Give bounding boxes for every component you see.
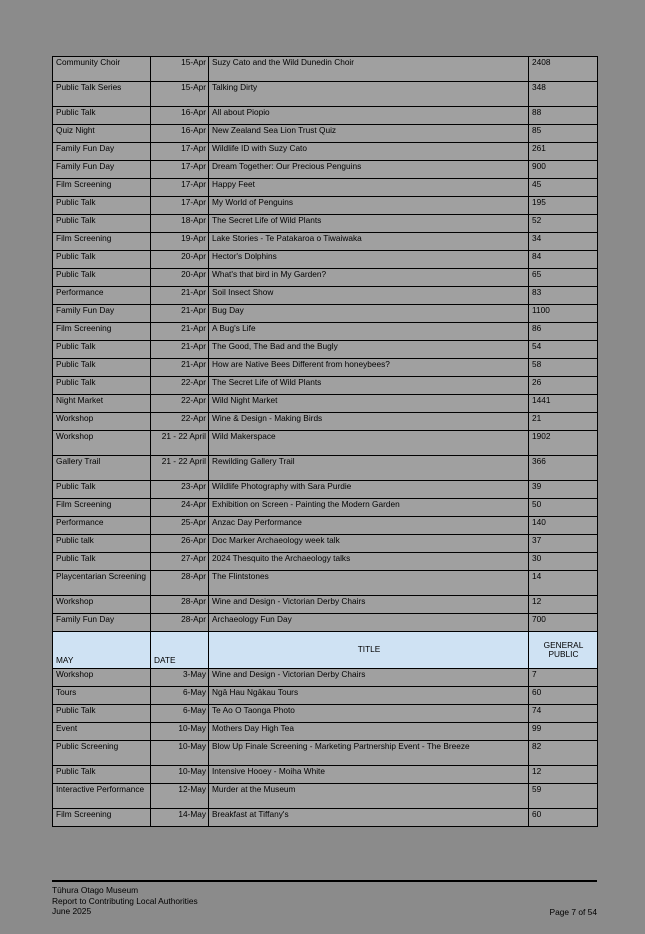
- table-row: [53, 517, 598, 535]
- cell-date: 24-Apr: [151, 499, 209, 517]
- cell-type: Night Market: [53, 395, 151, 413]
- cell-date: 17-Apr: [151, 197, 209, 215]
- table-row: [53, 269, 598, 287]
- table-row: [53, 305, 598, 323]
- cell-type: Public Screening: [53, 741, 151, 766]
- footer-report-title: Report to Contributing Local Authorities: [52, 895, 198, 906]
- cell-general-public: 86: [529, 323, 598, 341]
- cell-type: Public Talk: [53, 359, 151, 377]
- cell-type: Workshop: [53, 413, 151, 431]
- cell-title: The Secret Life of Wild Plants: [209, 377, 529, 395]
- date-header-cell: DATE: [151, 632, 209, 669]
- cell-date: 26-Apr: [151, 535, 209, 553]
- table-row: [53, 323, 598, 341]
- cell-date: 20-Apr: [151, 251, 209, 269]
- cell-date: 22-Apr: [151, 377, 209, 395]
- cell-general-public: 366: [529, 456, 598, 481]
- events-table-container: [52, 56, 597, 827]
- cell-date: 21-Apr: [151, 287, 209, 305]
- table-row: [53, 535, 598, 553]
- table-row: [53, 705, 598, 723]
- cell-type: Public Talk: [53, 251, 151, 269]
- cell-date: 17-Apr: [151, 179, 209, 197]
- cell-general-public: 74: [529, 705, 598, 723]
- cell-general-public: 59: [529, 784, 598, 809]
- cell-type: Workshop: [53, 669, 151, 687]
- cell-date: 10-May: [151, 766, 209, 784]
- cell-title: Te Ao O Taonga Photo: [209, 705, 529, 723]
- cell-date: 21-Apr: [151, 323, 209, 341]
- cell-date: 10-May: [151, 723, 209, 741]
- table-row: [53, 233, 598, 251]
- cell-general-public: 99: [529, 723, 598, 741]
- cell-general-public: 65: [529, 269, 598, 287]
- cell-general-public: 1441: [529, 395, 598, 413]
- cell-title: Rewilding Gallery Trail: [209, 456, 529, 481]
- table-row: [53, 359, 598, 377]
- cell-general-public: 45: [529, 179, 598, 197]
- table-row: [53, 571, 598, 596]
- cell-general-public: 88: [529, 107, 598, 125]
- cell-general-public: 39: [529, 481, 598, 499]
- table-row: [53, 179, 598, 197]
- cell-date: 10-May: [151, 741, 209, 766]
- cell-general-public: 26: [529, 377, 598, 395]
- cell-general-public: 83: [529, 287, 598, 305]
- cell-general-public: 195: [529, 197, 598, 215]
- footer-page-number: Page 7 of 54: [549, 907, 597, 917]
- cell-general-public: 1100: [529, 305, 598, 323]
- cell-type: Playcentarian Screening: [53, 571, 151, 596]
- cell-title: What's that bird in My Garden?: [209, 269, 529, 287]
- cell-type: Public Talk: [53, 705, 151, 723]
- cell-title: Wine and Design - Victorian Derby Chairs: [209, 596, 529, 614]
- cell-title: Mothers Day High Tea: [209, 723, 529, 741]
- cell-title: Wild Night Market: [209, 395, 529, 413]
- table-row: [53, 395, 598, 413]
- cell-title: Doc Marker Archaeology week talk: [209, 535, 529, 553]
- cell-title: Wildlife Photography with Sara Purdie: [209, 481, 529, 499]
- cell-title: Talking Dirty: [209, 82, 529, 107]
- cell-date: 23-Apr: [151, 481, 209, 499]
- table-row-header-may: [53, 632, 598, 669]
- cell-general-public: 37: [529, 535, 598, 553]
- cell-type: Interactive Performance: [53, 784, 151, 809]
- cell-date: 17-Apr: [151, 143, 209, 161]
- cell-general-public: 54: [529, 341, 598, 359]
- cell-general-public: 34: [529, 233, 598, 251]
- cell-general-public: 58: [529, 359, 598, 377]
- cell-date: 19-Apr: [151, 233, 209, 251]
- cell-title: The Flintstones: [209, 571, 529, 596]
- cell-title: Soil Insect Show: [209, 287, 529, 305]
- cell-general-public: 52: [529, 215, 598, 233]
- cell-general-public: 14: [529, 571, 598, 596]
- cell-type: Performance: [53, 517, 151, 535]
- title-header-cell: TITLE: [209, 632, 529, 669]
- cell-general-public: 140: [529, 517, 598, 535]
- table-row: [53, 553, 598, 571]
- cell-type: Public Talk: [53, 269, 151, 287]
- cell-general-public: 7: [529, 669, 598, 687]
- cell-type: Public Talk: [53, 481, 151, 499]
- cell-general-public: 700: [529, 614, 598, 632]
- cell-type: Film Screening: [53, 233, 151, 251]
- cell-type: Performance: [53, 287, 151, 305]
- table-row: [53, 377, 598, 395]
- table-row: [53, 413, 598, 431]
- cell-date: 12-May: [151, 784, 209, 809]
- cell-date: 16-Apr: [151, 107, 209, 125]
- table-row: [53, 215, 598, 233]
- cell-title: The Secret Life of Wild Plants: [209, 215, 529, 233]
- cell-title: Murder at the Museum: [209, 784, 529, 809]
- cell-title: Wildlife ID with Suzy Cato: [209, 143, 529, 161]
- cell-general-public: 261: [529, 143, 598, 161]
- april-rows: [53, 57, 598, 632]
- cell-general-public: 1902: [529, 431, 598, 456]
- cell-general-public: 82: [529, 741, 598, 766]
- cell-date: 18-Apr: [151, 215, 209, 233]
- table-row: [53, 431, 598, 456]
- cell-type: Community Choir: [53, 57, 151, 82]
- cell-type: Public Talk: [53, 766, 151, 784]
- cell-general-public: 30: [529, 553, 598, 571]
- cell-type: Film Screening: [53, 499, 151, 517]
- table-row: [53, 766, 598, 784]
- cell-type: Family Fun Day: [53, 305, 151, 323]
- cell-general-public: 21: [529, 413, 598, 431]
- table-row: [53, 669, 598, 687]
- table-row: [53, 82, 598, 107]
- cell-title: Anzac Day Performance: [209, 517, 529, 535]
- cell-general-public: 2408: [529, 57, 598, 82]
- table-row: [53, 125, 598, 143]
- cell-title: New Zealand Sea Lion Trust Quiz: [209, 125, 529, 143]
- may-header-group: [53, 632, 598, 669]
- cell-title: Wine and Design - Victorian Derby Chairs: [209, 669, 529, 687]
- cell-title: Suzy Cato and the Wild Dunedin Choir: [209, 57, 529, 82]
- cell-date: 6-May: [151, 687, 209, 705]
- cell-type: Family Fun Day: [53, 161, 151, 179]
- cell-title: Wild Makerspace: [209, 431, 529, 456]
- cell-date: 21 - 22 April: [151, 456, 209, 481]
- cell-general-public: 12: [529, 766, 598, 784]
- cell-type: Family Fun Day: [53, 143, 151, 161]
- cell-title: Wine & Design - Making Birds: [209, 413, 529, 431]
- cell-date: 25-Apr: [151, 517, 209, 535]
- cell-title: Blow Up Finale Screening - Marketing Partnership Event - The Breeze: [209, 741, 529, 766]
- cell-title: Ngā Hau Ngākau Tours: [209, 687, 529, 705]
- cell-date: 20-Apr: [151, 269, 209, 287]
- cell-title: Lake Stories - Te Patakaroa o Tiwaiwaka: [209, 233, 529, 251]
- table-row: [53, 809, 598, 827]
- cell-date: 28-Apr: [151, 596, 209, 614]
- cell-title: The Good, The Bad and the Bugly: [209, 341, 529, 359]
- cell-title: Intensive Hooey - Moiha White: [209, 766, 529, 784]
- cell-type: Tours: [53, 687, 151, 705]
- cell-general-public: 84: [529, 251, 598, 269]
- cell-type: Quiz Night: [53, 125, 151, 143]
- cell-type: Public Talk: [53, 215, 151, 233]
- cell-type: Family Fun Day: [53, 614, 151, 632]
- cell-type: Workshop: [53, 431, 151, 456]
- table-row: [53, 741, 598, 766]
- cell-title: How are Native Bees Different from honeybees?: [209, 359, 529, 377]
- table-row: [53, 143, 598, 161]
- cell-date: 17-Apr: [151, 161, 209, 179]
- table-row: [53, 784, 598, 809]
- cell-type: Public Talk: [53, 341, 151, 359]
- cell-date: 28-Apr: [151, 571, 209, 596]
- cell-type: Film Screening: [53, 323, 151, 341]
- table-row: [53, 596, 598, 614]
- footer-date: June 2025: [52, 906, 92, 916]
- cell-title: 2024 Thesquito the Archaeology talks: [209, 553, 529, 571]
- table-row: [53, 687, 598, 705]
- cell-date: 22-Apr: [151, 395, 209, 413]
- month-header-cell: MAY: [53, 632, 151, 669]
- cell-type: Public Talk: [53, 553, 151, 571]
- table-row: [53, 57, 598, 82]
- cell-date: 21-Apr: [151, 341, 209, 359]
- cell-general-public: 900: [529, 161, 598, 179]
- cell-type: Film Screening: [53, 179, 151, 197]
- cell-type: Public Talk: [53, 107, 151, 125]
- cell-type: Public Talk: [53, 377, 151, 395]
- may-rows: [53, 669, 598, 827]
- cell-title: All about Piopio: [209, 107, 529, 125]
- cell-date: 15-Apr: [151, 82, 209, 107]
- cell-general-public: 12: [529, 596, 598, 614]
- cell-title: Breakfast at Tiffany's: [209, 809, 529, 827]
- cell-type: Public talk: [53, 535, 151, 553]
- cell-title: Dream Together: Our Precious Penguins: [209, 161, 529, 179]
- cell-general-public: 60: [529, 687, 598, 705]
- cell-date: 21-Apr: [151, 359, 209, 377]
- cell-date: 15-Apr: [151, 57, 209, 82]
- cell-type: Workshop: [53, 596, 151, 614]
- footer-organisation: Tūhura Otago Museum: [52, 885, 139, 895]
- cell-date: 21-Apr: [151, 305, 209, 323]
- table-row: [53, 723, 598, 741]
- cell-date: 21 - 22 April: [151, 431, 209, 456]
- cell-title: Happy Feet: [209, 179, 529, 197]
- cell-title: Archaeology Fun Day: [209, 614, 529, 632]
- cell-date: 27-Apr: [151, 553, 209, 571]
- cell-type: Public Talk Series: [53, 82, 151, 107]
- table-row: [53, 197, 598, 215]
- general-public-header-cell: GENERAL PUBLIC: [529, 632, 598, 669]
- table-row: [53, 107, 598, 125]
- cell-date: 16-Apr: [151, 125, 209, 143]
- cell-general-public: 85: [529, 125, 598, 143]
- cell-type: Public Talk: [53, 197, 151, 215]
- cell-type: Gallery Trail: [53, 456, 151, 481]
- table-row: [53, 161, 598, 179]
- table-row: [53, 341, 598, 359]
- events-table: [52, 56, 598, 827]
- cell-general-public: 50: [529, 499, 598, 517]
- cell-date: 22-Apr: [151, 413, 209, 431]
- cell-title: Hector's Dolphins: [209, 251, 529, 269]
- page-footer: [52, 880, 597, 917]
- cell-type: Event: [53, 723, 151, 741]
- table-row: [53, 481, 598, 499]
- table-row: [53, 499, 598, 517]
- table-row: [53, 456, 598, 481]
- table-row: [53, 287, 598, 305]
- cell-date: 6-May: [151, 705, 209, 723]
- cell-date: 3-May: [151, 669, 209, 687]
- cell-general-public: 60: [529, 809, 598, 827]
- cell-title: My World of Penguins: [209, 197, 529, 215]
- cell-date: 28-Apr: [151, 614, 209, 632]
- cell-title: Exhibition on Screen - Painting the Modern Garden: [209, 499, 529, 517]
- cell-type: Film Screening: [53, 809, 151, 827]
- table-row: [53, 251, 598, 269]
- cell-general-public: 348: [529, 82, 598, 107]
- cell-title: A Bug's Life: [209, 323, 529, 341]
- cell-title: Bug Day: [209, 305, 529, 323]
- table-row: [53, 614, 598, 632]
- cell-date: 14-May: [151, 809, 209, 827]
